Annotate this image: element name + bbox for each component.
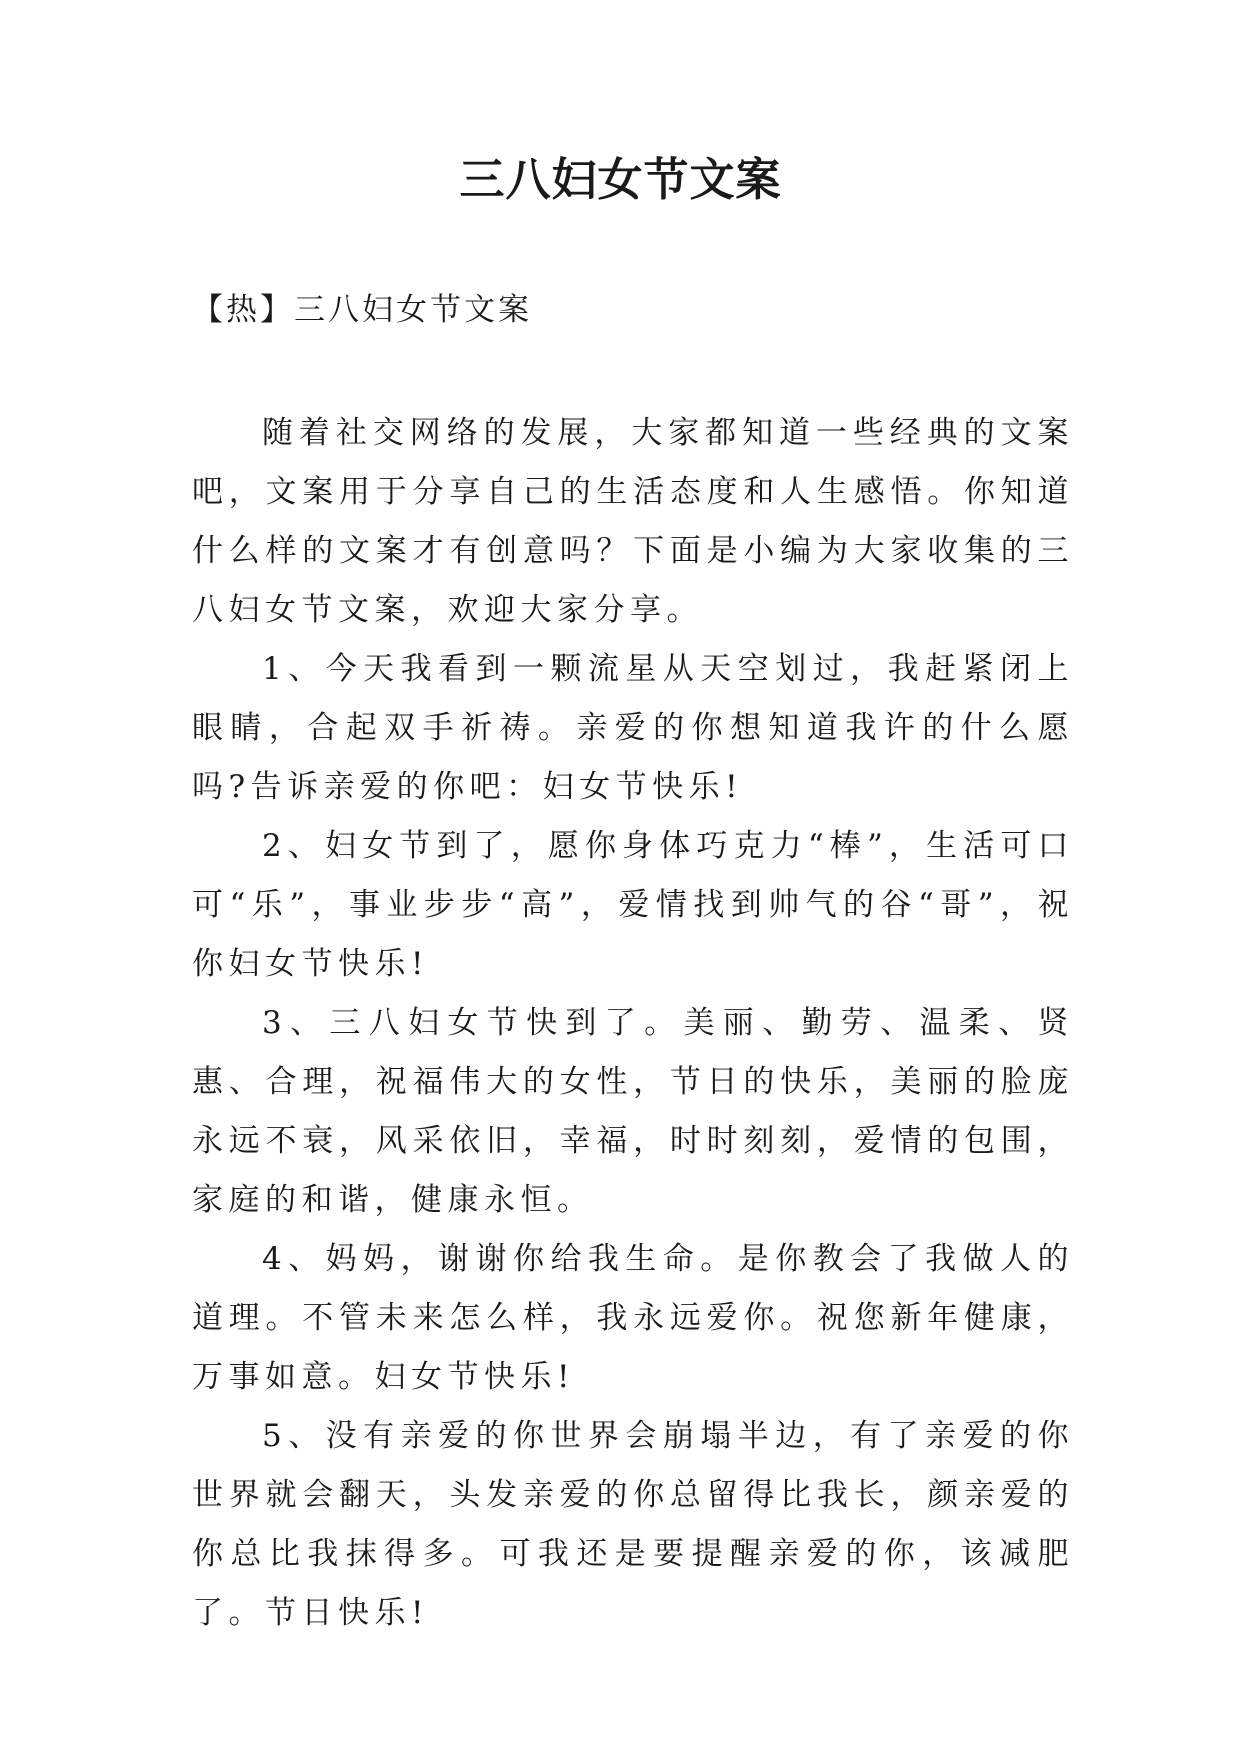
document-subtitle: 【热】三八妇女节文案	[192, 292, 532, 328]
list-item-5: 5、没有亲爱的你世界会崩塌半边，有了亲爱的你世界就会翻天，头发亲爱的你总留得比我长，颜亲爱的你总比我抹得多。可我还是要提醒亲爱的你，该减肥了。节日快乐!	[192, 1418, 1074, 1631]
document-title: 三八妇女节文案	[459, 153, 782, 206]
list-item-2: 2、妇女节到了，愿你身体巧克力“棒”，生活可口可“乐”，事业步步“高”，爱情找到帅气的谷“哥”，祝你妇女节快乐!	[192, 828, 1074, 982]
document-body	[192, 404, 1074, 1643]
intro-paragraph: 随着社交网络的发展，大家都知道一些经典的文案吧，文案用于分享自己的生活态度和人生感悟。你知道什么样的文案才有创意吗？下面是小编为大家收集的三八妇女节文案，欢迎大家分享。	[192, 415, 1074, 628]
list-item-1: 1、今天我看到一颗流星从天空划过，我赶紧闭上眼睛，合起双手祈祷。亲爱的你想知道我许的什么愿吗?告诉亲爱的你吧：妇女节快乐!	[192, 651, 1074, 805]
list-item-4: 4、妈妈，谢谢你给我生命。是你教会了我做人的道理。不管未来怎么样，我永远爱你。祝您新年健康，万事如意。妇女节快乐!	[192, 1241, 1074, 1395]
list-item-3: 3、三八妇女节快到了。美丽、勤劳、温柔、贤惠、合理，祝福伟大的女性，节日的快乐，美丽的脸庞永远不衰，风采依旧，幸福，时时刻刻，爱情的包围，家庭的和谐，健康永恒。	[192, 1005, 1074, 1218]
